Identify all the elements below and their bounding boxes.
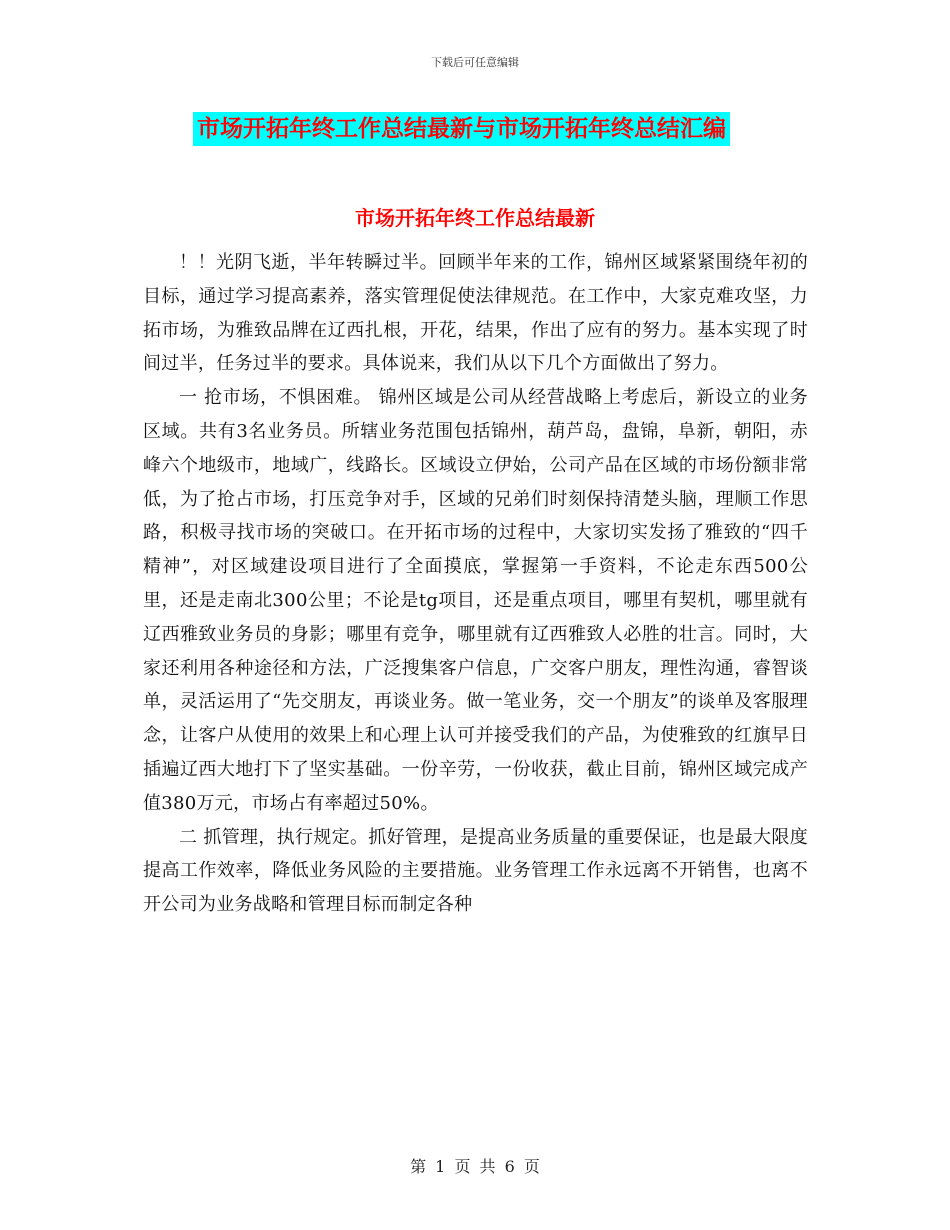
- page-header-note: 下载后可任意编辑: [431, 56, 519, 69]
- body-paragraph: 一 抢市场，不惧困难。 锦州区域是公司从经营战略上考虑后，新设立的业务区域。共有3名业务员。所辖业务范围包括锦州，葫芦岛，盘锦，阜新，朝阳，赤峰六个地级市，地域广，线路长。区域设立伊始，公司产品在区域的市场份额非常低，为了抢占市场，打压竞争对手，区域的兄弟们时刻保持清楚头脑，理顺工作思路，积极寻找市场的突破口。在开拓市场的过程中，大家切实发扬了雅致的“四千精神”，对区域建设项目进行了全面摸底，掌握第一手资料，不论走东西500公里，还是走南北300公里；不论是tg项目，还是重点项目，哪里有契机，哪里就有辽西雅致业务员的身影；哪里有竞争，哪里就有辽西雅致人必胜的壮言。同时，大家还利用各种途径和方法，广泛搜集客户信息，广交客户朋友，理性沟通，睿智谈单，灵活运用了“先交朋友，再谈业务。做一笔业务，交一个朋友”的谈单及客服理念，让客户从使用的效果上和心理上认可并接受我们的产品，为使雅致的红旗早日插遍辽西大地打下了坚实基础。一份辛劳，一份收获，截止目前，锦州区域完成产值380万元，市场占有率超过50%。: [143, 387, 808, 814]
- body-paragraph: 二 抓管理，执行规定。抓好管理，是提高业务质量的重要保证，也是最大限度提高工作效率，降低业务风险的主要措施。业务管理工作永远离不开销售，也离不开公司为业务战略和管理目标而制定各种: [143, 826, 808, 916]
- body-paragraph: ！！光阴飞逝，半年转瞬过半。回顾半年来的工作，锦州区域紧紧围绕年初的目标，通过学习提高素养，落实管理促使法律规范。在工作中，大家克难攻坚，力拓市场，为雅致品牌在辽西扎根，开花，结果，作出了应有的努力。基本实现了时间过半，任务过半的要求。具体说来，我们从以下几个方面做出了努力。: [143, 252, 808, 375]
- section-title: 市场开拓年终工作总结最新: [355, 206, 595, 230]
- document-body: [143, 246, 808, 922]
- page-number-footer: 第 1 页 共 6 页: [410, 1157, 540, 1176]
- document-main-title: 市场开拓年终工作总结最新与市场开拓年终总结汇编: [193, 112, 730, 146]
